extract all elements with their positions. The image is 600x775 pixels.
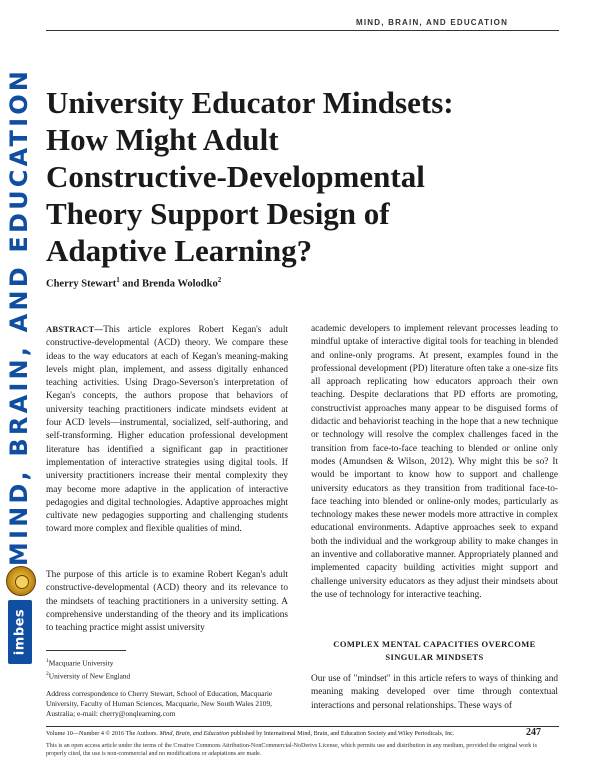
right-column-paragraph: academic developers to implement relevant processes leading to mindful uptake of interactive digital tools for teaching in blended and online-only programs. At present, examples found in the professional development (PD) literature often take a one-size fits all approach replicating how educators approach their own teaching. Despite declarations that PD efforts are promoting, constructivist approaches many appear to be disguised forms of didactic and behaviorist teaching in the hope that a new technique or technology will resolve the complex challenges faced in the transition from face-to-face teaching to blended or online only modes (Amundsen & Wilson, 2012). Why might this be so? It would be important to know how to support and challenge university educators as they transition from traditional face-to-face teaching into blended or online-only modes, particularly as technology makes these newer models more attractive in complex educational environments. Adaptive approaches seek to expand both the individual and the workgroup ability to make changes in an inventive and collaborative manner. Appropriately planned and implemented capacity building activities might support and challenge university educators as they adjust their mindsets about the use of technology for interactive teaching. — [311, 324, 558, 600]
page-number: 247 — [526, 727, 541, 738]
title-line: University Educator Mindsets: — [46, 85, 454, 120]
affiliation-text: Macquarie University — [48, 658, 114, 668]
imbes-logo-text: imbes — [12, 608, 28, 656]
imbes-logo — [8, 600, 32, 664]
abstract-label: ABSTRACT— — [46, 324, 104, 334]
journal-header: MIND, BRAIN, AND EDUCATION — [356, 18, 509, 27]
affiliation-mark: 1 — [46, 658, 49, 664]
affiliation-text: University of New England — [48, 671, 131, 681]
society-seal-icon — [6, 566, 36, 596]
section-paragraph: Our use of "mindset" in this article refers to ways of thinking and meaning making developed over time through contextual interactions and personal relationships. These ways of — [311, 674, 558, 711]
abstract-text: This article explores Robert Kegan's adult constructive-developmental (ACD) theory. We compare these ideas to the way educators at each of Kegan's meaning-making levels might plan, implement, and assess digitally enhanced teaching activities. Using Drago-Severson's interpretation of Kegan's concepts, the authors propose that behaviors of university teaching practitioners indicate mindsets evident at four ACD levels—instrumental, socialized, self-authoring, and self-transforming. Higher education professional development literature has identified a significant gap in practitioner implementation of interactive strategies using digital tools. If university practitioners increase their mental complexity they may become more adaptive in the application of interactive pedagogies and digital technologies. Adaptive approaches might cultivate new pedagogies supporting and challenging students toward more complex and flexible qualities of mind. — [46, 325, 288, 535]
title-line: How Might Adult — [46, 122, 279, 157]
author-conjunction: and — [119, 278, 142, 290]
author-affiliation-mark: 2 — [217, 276, 222, 284]
article-title — [46, 84, 546, 269]
footer-publisher: published by International Mind, Brain, and Education Society and Wiley Periodicals, Inc. — [229, 730, 455, 737]
footer-volume: Volume 10—Number 4 © 2016 The Authors. — [46, 730, 160, 737]
authors — [46, 276, 221, 290]
side-brand — [2, 67, 36, 567]
author-name: Brenda Wolodko — [141, 278, 218, 290]
footer-rule — [46, 726, 559, 727]
footnote-rule — [46, 650, 126, 651]
affiliation-mark: 2 — [46, 670, 49, 677]
header-rule — [46, 30, 559, 31]
author-name: Cherry Stewart — [46, 278, 117, 290]
affiliation-2 — [46, 669, 291, 682]
title-line: Theory Support Design of — [46, 196, 390, 231]
title-line: Constructive-Developmental — [46, 159, 425, 194]
footnotes — [46, 656, 291, 719]
license-notice: This is an open access article under the terms of the Creative Commons Attribution-NonCommercial-NoDerivs License, which permits use and distribution in any medium, provided the original work is properly cited, the use is non-commercial and no modifications or adaptations are made. — [46, 743, 537, 758]
footer-citation — [46, 730, 506, 737]
footer-journal: Mind, Brain, and Education — [159, 730, 230, 737]
side-brand-text: MIND, BRAIN, AND EDUCATION — [5, 67, 33, 567]
abstract — [46, 323, 288, 537]
section-heading-line: SINGULAR MINDSETS — [385, 652, 484, 662]
section-heading — [311, 638, 558, 664]
correspondence-address: Address correspondence to Cherry Stewart, School of Education, Macquarie University, Faculty of Human Sciences, Macquarie, New South Wales 2109, Australia; e-mail: cherry@onqlearning.com — [46, 688, 273, 719]
section-heading-line: COMPLEX MENTAL CAPACITIES OVERCOME — [333, 639, 536, 649]
intro-paragraph: The purpose of this article is to examine Robert Kegan's adult constructive-developmental (ACD) theory and its relevance to the mindsets of teaching practitioners in a university setting. A comprehensive understanding of the theory and its implications to teaching practice might assist university — [46, 570, 288, 634]
title-line: Adaptive Learning? — [46, 233, 313, 268]
affiliation-1 — [46, 656, 291, 669]
author-affiliation-mark: 1 — [116, 276, 120, 284]
